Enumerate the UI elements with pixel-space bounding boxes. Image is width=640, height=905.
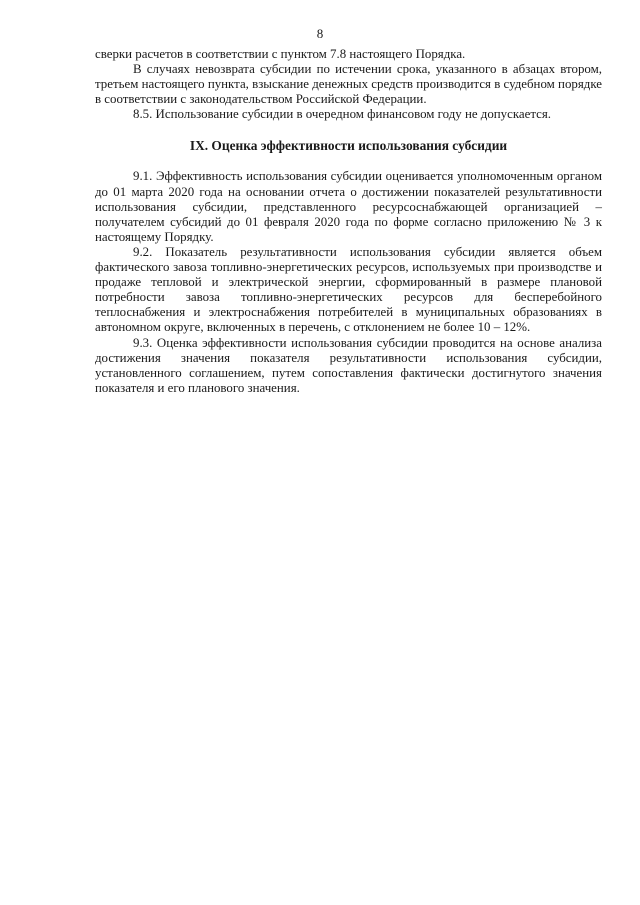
paragraph-9-3: 9.3. Оценка эффективности использования субсидии проводится на основе анализа достижения значения показателя результативности использования субсидии, установленного соглашением, путем сопоставления фактически достигнутого значения показателя и его планового значения. — [95, 335, 602, 395]
paragraph-8-5: 8.5. Использование субсидии в очередном финансовом году не допускается. — [133, 107, 552, 122]
section-heading-ix: IX. Оценка эффективности использования субсидии — [189, 138, 508, 154]
paragraph-9-1: 9.1. Эффективность использования субсидии оценивается уполномоченным органом до 01 марта 2020 года на основании отчета о достижении показателей результативности использования субсидии, представленного ресурсоснабжающей организацией – получателем субсидий до 01 февраля 2020 года по форме согласно приложению № 3 к настоящему Порядку. — [95, 169, 602, 244]
paragraph-continuation: сверки расчетов в соответствии с пунктом 7.8 настоящего Порядка. — [95, 47, 466, 61]
paragraph-9-2: 9.2. Показатель результативности использования субсидии является объем фактического завоза топливно-энергетических ресурсов, используемых при производстве и продаже тепловой и электрической энергии, сформированный в размере плановой потребности завоза топливно-энергетических ресурсов для бесперебойного теплоснабжения и электроснабжения потребителей в муниципальных образованиях в автономном округе, включенных в перечень, с отклонением не более 10 – 12%. — [95, 244, 602, 335]
page-number: 8 — [316, 26, 324, 41]
document-body — [95, 47, 602, 396]
paragraph-refund-recovery: В случаях невозврата субсидии по истечении срока, указанного в абзацах втором, третьем настоящего пункта, взыскание денежных средств производится в судебном порядке в соответствии с законодательством Российской Федерации. — [95, 62, 602, 107]
